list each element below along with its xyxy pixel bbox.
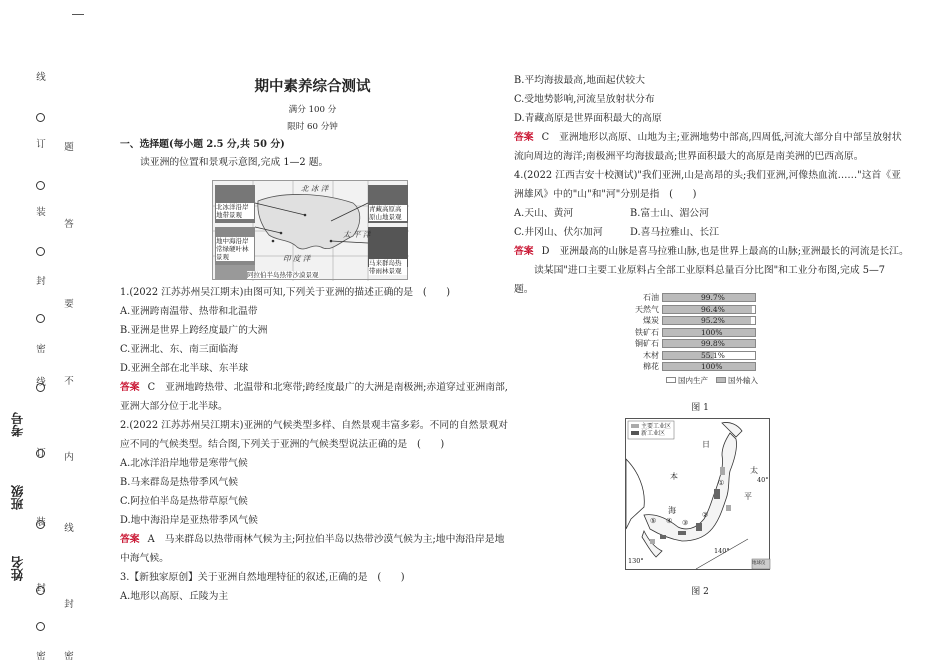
field-exam-number: 考号	[10, 412, 25, 437]
answer-label: 答案	[514, 246, 534, 257]
answer-1-cont: 亚洲大部分位于北半球。	[120, 401, 228, 412]
map-label-tai: 太	[750, 466, 758, 475]
binding-mark: 答	[64, 219, 74, 230]
answer-letter: D	[541, 246, 550, 257]
map-label-ri: 日	[702, 440, 710, 449]
import-bar-row	[628, 338, 768, 350]
answer-label: 答案	[120, 382, 140, 393]
field-name: 姓名	[10, 556, 25, 581]
bar-label: 棉花	[643, 362, 659, 372]
map-label-indian: 印 度 洋	[283, 254, 311, 263]
binding-mark: 封	[36, 583, 46, 594]
q4-option-d: D.喜马拉雅山、长江	[630, 227, 719, 238]
binding-mark: 订	[36, 139, 46, 150]
zone-4: ④	[666, 517, 673, 525]
binding-mark: 线	[36, 377, 46, 388]
answer-1	[120, 378, 510, 397]
answer-2	[120, 530, 510, 549]
answer-2-cont: 中海气候。	[120, 553, 169, 564]
binding-mark: 密	[64, 651, 74, 662]
bar-track	[662, 316, 756, 325]
binding-mark: 不	[64, 376, 74, 387]
figure-1-import-chart	[628, 292, 768, 386]
binding-hole	[36, 449, 45, 458]
answer-explanation: 亚洲最高的山脉是喜马拉雅山脉,也是世界上最高的山脉;亚洲最长的河流是长江。	[559, 246, 909, 257]
answer-label: 答案	[120, 534, 140, 545]
binding-mark: 密	[36, 651, 46, 662]
intro-2-line2: 题。	[514, 284, 534, 295]
label-arabia: 阿拉伯半岛热带沙漠景观	[247, 271, 319, 279]
section-heading: 一、选择题(每小题 2.5 分,共 50 分)	[120, 139, 285, 150]
binding-mark: 封	[64, 599, 74, 610]
label-tibet: 青藏高原高原山地景观	[369, 205, 407, 221]
figure-1-caption: 图 1	[691, 403, 709, 413]
bar-track	[662, 328, 756, 337]
q1-option-d: D.亚洲全部在北半球、东半球	[120, 363, 249, 374]
q3-option-d: D.青藏高原是世界面积最大的高原	[514, 113, 662, 124]
question-4-line1: 4.(2022 江西吉安十校测试)"我们亚洲,山是高昂的头;我们亚洲,河像热血流……"这首《亚	[514, 170, 901, 181]
import-bars	[628, 292, 768, 373]
q1-option-a: A.亚洲跨南温带、热带和北温带	[120, 306, 258, 317]
binding-mark: 内	[64, 452, 74, 463]
figure-2-caption: 图 2	[691, 587, 709, 597]
zone-3: ③	[682, 519, 689, 527]
q4-option-c: C.井冈山、伏尔加河	[514, 227, 603, 238]
q2-option-a: A.北冰洋沿岸地带是寒带气候	[120, 458, 248, 469]
answer-letter: C	[541, 132, 550, 143]
map-label-arctic-ocean: 北 冰 洋	[301, 184, 329, 193]
bar-value: 100%	[701, 327, 723, 337]
binding-mark: 密	[36, 344, 46, 355]
bar-value: 96.4%	[701, 304, 725, 314]
answer-explanation: 亚洲地跨热带、北温带和北寒带;跨经度最广的大洲是南极洲;赤道穿过亚洲南部,	[165, 382, 508, 393]
binding-mark: 要	[64, 299, 74, 310]
top-mark	[72, 14, 84, 15]
field-class: 班级	[10, 485, 25, 510]
bar-track	[662, 362, 756, 371]
q4-options-row2	[514, 223, 906, 242]
bar-label: 木材	[643, 350, 659, 360]
right-column	[514, 71, 909, 299]
bar-value: 55.1%	[701, 350, 725, 360]
bar-track	[662, 305, 756, 314]
bar-label: 石油	[643, 293, 659, 303]
bar-label: 铜矿石	[635, 339, 659, 349]
binding-hole	[36, 517, 46, 529]
bar-track	[662, 351, 756, 360]
zone-5: ⑤	[650, 517, 657, 525]
q2-option-c: C.阿拉伯半岛是热带草原气候	[120, 496, 248, 507]
answer-letter: A	[147, 534, 155, 545]
q1-option-b: B.亚洲是世界上跨经度最广的大洲	[120, 325, 268, 336]
binding-hole	[36, 314, 45, 323]
answer-3	[514, 128, 906, 147]
binding-hole	[36, 181, 45, 190]
label-mediterranean: 地中海沿岸常绿硬叶林景观	[216, 237, 254, 261]
figure-1-legend	[628, 375, 768, 386]
map-label-hai: 海	[668, 506, 676, 515]
import-bar-row	[628, 361, 768, 373]
answer-explanation: 亚洲地形以高原、山地为主;亚洲地势中部高,四周低,河流大部分自中部呈放射状	[559, 132, 902, 143]
label-arctic-coast: 北冰洋沿岸地带景观	[216, 203, 254, 219]
latitude-40: 40°	[757, 476, 769, 484]
binding-mark: 题	[64, 142, 74, 153]
binding-mark: 封	[36, 276, 46, 287]
binding-mark: 装	[36, 517, 46, 528]
score-line: 满分 100 分	[288, 105, 337, 115]
question-3: 3.【新独家原创】关于亚洲自然地理特征的叙述,正确的是 ( )	[120, 572, 405, 583]
publisher-stamp: 地球仪	[752, 561, 766, 566]
bar-value: 95.2%	[701, 316, 725, 326]
figure-2-industrial-map	[625, 418, 770, 570]
binding-mark: 装	[36, 207, 46, 218]
bar-value: 100%	[701, 362, 723, 372]
longitude-130: 130°	[628, 557, 644, 565]
question-1: 1.(2022 江苏苏州吴江期末)由图可知,下列关于亚洲的描述正确的是 ( )	[120, 287, 451, 298]
bar-label: 铁矿石	[635, 327, 659, 337]
answer-label: 答案	[514, 132, 534, 143]
legend-new-industrial: 新工业区	[641, 430, 666, 437]
bar-value: 99.8%	[701, 339, 725, 349]
binding-hole	[36, 383, 45, 392]
answer-explanation: 马来群岛以热带雨林气候为主;阿拉伯半岛以热带沙漠气候为主;地中海沿岸是地	[164, 534, 505, 545]
map-label-ben: 本	[670, 472, 678, 481]
bar-value: 99.7%	[701, 293, 725, 303]
bar-track	[662, 339, 756, 348]
binding-hole	[36, 247, 45, 256]
time-line: 限时 60 分钟	[287, 122, 338, 132]
longitude-140: 140°	[714, 547, 730, 555]
binding-mark: 订	[36, 448, 46, 459]
bar-label: 煤炭	[643, 316, 659, 326]
zone-1: ①	[718, 479, 725, 487]
legend-imported: 国外输入	[728, 375, 758, 385]
legend-main-industrial: 主要工业区	[641, 423, 672, 430]
binding-hole	[36, 113, 45, 122]
question-2-line2: 应不同的气候类型。结合图,下列关于亚洲的气候类型说法正确的是 ( )	[120, 439, 445, 450]
import-bar-row	[628, 304, 768, 316]
q1-option-c: C.亚洲北、东、南三面临海	[120, 344, 239, 355]
question-2-line1: 2.(2022 江苏苏州吴江期末)亚洲的气候类型多样、自然景观丰富多彩。不同的自然景观对	[120, 420, 508, 431]
binding-hole	[36, 583, 46, 595]
left-column-questions	[120, 283, 510, 606]
q2-option-b: B.马来群岛是热带季风气候	[120, 477, 239, 488]
import-bar-row	[628, 292, 768, 304]
q3-option-c: C.受地势影响,河流呈放射状分布	[514, 94, 655, 105]
legend-domestic: 国内生产	[678, 375, 708, 385]
question-4-line2: 洲雄风》中的"山"和"河"分别是指 ( )	[514, 189, 697, 200]
left-column	[120, 78, 505, 172]
q2-option-d: D.地中海沿岸是亚热带季风气候	[120, 515, 258, 526]
binding-hole	[36, 622, 45, 631]
zone-2: ②	[702, 511, 709, 519]
q4-option-b: B.富士山、湄公河	[630, 208, 709, 219]
import-bar-row	[628, 350, 768, 362]
page-title: 期中素养综合测试	[254, 78, 371, 95]
q3-option-b: B.平均海拔最高,地面起伏较大	[514, 75, 645, 86]
q3-option-a: A.地形以高原、丘陵为主	[120, 591, 229, 602]
bar-track	[662, 293, 756, 302]
import-bar-row	[628, 315, 768, 327]
map-label-pacific: 太 平 洋	[343, 230, 371, 239]
intro-2-line1: 读某国"进口主要工业原料占全部工业原料总量百分比图"和工业分布图,完成 5—7	[534, 265, 886, 276]
answer-4	[514, 242, 909, 261]
answer-letter: C	[147, 382, 156, 393]
q4-option-a: A.天山、黄河	[514, 208, 574, 219]
q4-options-row1	[514, 204, 906, 223]
asia-map-figure	[212, 180, 408, 280]
binding-mark: 线	[36, 72, 46, 83]
answer-3-cont: 流向周边的海洋;南极洲平均海拔最高;世界面积最大的高原是南美洲的巴西高原。	[514, 151, 864, 162]
bar-label: 天然气	[635, 304, 659, 314]
label-malay: 马来群岛热带雨林景观	[369, 259, 407, 275]
intro-text: 读亚洲的位置和景观示意图,完成 1—2 题。	[140, 157, 329, 168]
import-bar-row	[628, 327, 768, 339]
map-label-ping: 平	[744, 492, 752, 501]
binding-mark: 线	[64, 523, 74, 534]
